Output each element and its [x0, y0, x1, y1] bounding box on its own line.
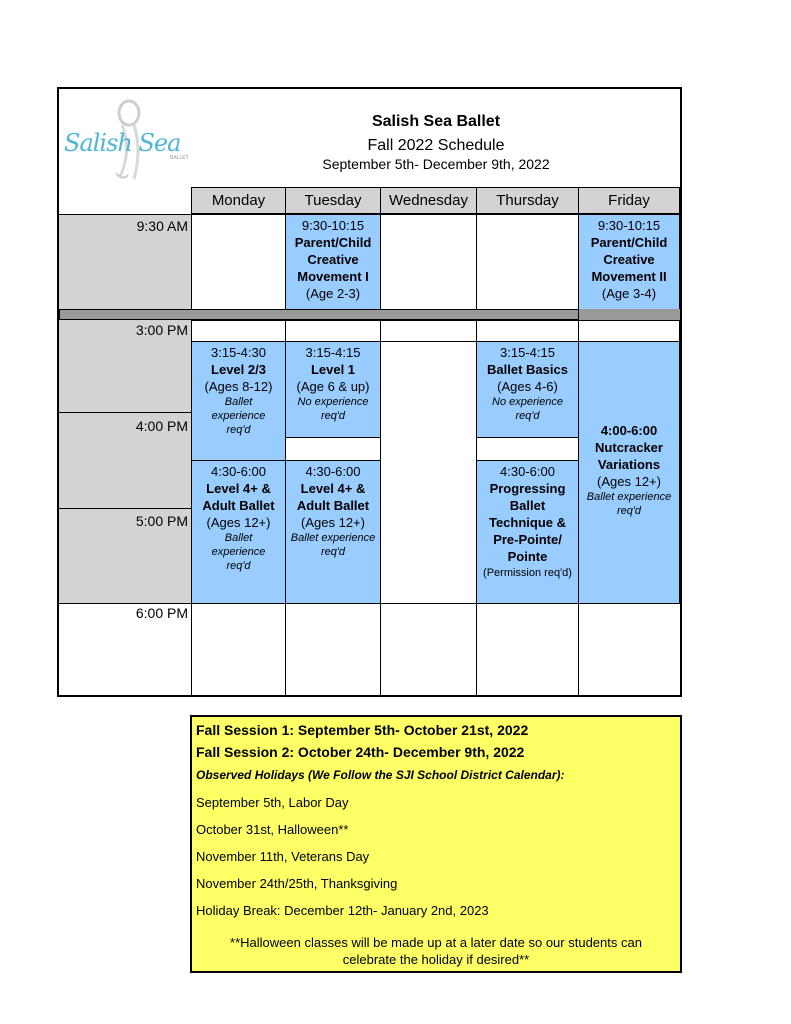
logo	[62, 95, 190, 183]
holiday-item: Holiday Break: December 12th- January 2nd, 2023	[196, 903, 489, 918]
empty-cell	[380, 341, 477, 604]
day-header-friday: Friday	[578, 187, 680, 214]
class-note: Ballet experience req'd	[211, 532, 266, 572]
day-header-monday: Monday	[191, 187, 286, 214]
session-1: Fall Session 1: September 5th- October 21st, 2022	[196, 722, 529, 738]
class-ages: (Ages 4-6)	[497, 379, 558, 394]
day-header-thursday: Thursday	[476, 187, 579, 214]
class-note: No experience req'd	[297, 396, 369, 422]
class-tuesday-level-1	[285, 341, 381, 438]
class-name: Parent/Child Creative Movement II	[590, 235, 668, 284]
empty-cell	[380, 214, 477, 310]
empty-cell	[476, 320, 579, 342]
class-name: Level 2/3	[211, 362, 266, 377]
empty-cell	[285, 320, 381, 342]
empty-cell	[380, 603, 477, 695]
empty-cell	[476, 603, 579, 695]
class-ages: (Age 3-4)	[601, 286, 657, 301]
holiday-item: October 31st, Halloween**	[196, 822, 349, 837]
session-2: Fall Session 2: October 24th- December 9th, 2022	[196, 744, 525, 760]
class-thursday-pbt-pointe	[476, 460, 579, 604]
class-note: Ballet experience req'd	[290, 532, 376, 558]
page-title: Salish Sea Ballet	[371, 113, 501, 130]
class-time: 3:15-4:15	[500, 345, 555, 360]
time-divider	[59, 508, 192, 509]
schedule-dates: September 5th- December 9th, 2022	[322, 156, 550, 172]
class-time: 4:30-6:00	[211, 464, 266, 479]
class-note: No experience req'd	[492, 396, 563, 422]
class-tuesday-parent-child-1	[285, 214, 381, 310]
halloween-footnote: **Halloween classes will be made up at a later date so our students can celebrate the holiday if desired**	[230, 935, 642, 967]
day-header-wednesday: Wednesday	[380, 187, 477, 214]
empty-cell	[191, 603, 286, 695]
empty-cell	[476, 437, 579, 461]
time-label-930am: 9:30 AM	[136, 218, 188, 234]
empty-cell	[285, 603, 381, 695]
day-header-tuesday: Tuesday	[285, 187, 381, 214]
time-label-5pm: 5:00 PM	[135, 513, 188, 529]
holiday-item: November 11th, Veterans Day	[196, 849, 370, 864]
class-name: Progressing Ballet Technique & Pre-Pointe/ Pointe	[488, 481, 567, 564]
time-column-afternoon	[59, 320, 192, 603]
class-name: Level 1	[310, 362, 356, 377]
holiday-item: November 24th/25th, Thanksgiving	[196, 876, 398, 891]
time-label-6pm: 6:00 PM	[135, 605, 188, 621]
class-name: Level 4+ & Adult Ballet	[202, 481, 275, 513]
class-time: 4:30-6:00	[305, 464, 361, 479]
class-time: 4:00-6:00	[600, 423, 658, 438]
class-ages: (Ages 12+)	[597, 474, 661, 489]
time-divider	[59, 412, 192, 413]
empty-cell	[285, 437, 381, 461]
class-name: Level 4+ & Adult Ballet	[296, 481, 370, 513]
class-ages: (Age 2-3)	[305, 286, 361, 301]
class-tuesday-level-4-adult	[285, 460, 381, 604]
holiday-item: September 5th, Labor Day	[196, 795, 349, 810]
class-name: Nutcracker Variations	[595, 440, 663, 472]
class-ages: (Age 6 & up)	[296, 379, 370, 394]
page-subtitle: Fall 2022 Schedule	[367, 137, 505, 154]
class-thursday-ballet-basics	[476, 341, 579, 438]
empty-cell	[578, 320, 680, 342]
class-name: Parent/Child Creative Movement I	[294, 235, 372, 284]
class-time: 9:30-10:15	[301, 218, 365, 233]
class-ages: (Ages 12+)	[301, 515, 365, 530]
class-name: Ballet Basics	[487, 362, 568, 377]
class-monday-level-2-3	[191, 341, 286, 461]
holidays-heading: Observed Holidays (We Follow the SJI School District Calendar):	[196, 768, 565, 782]
class-ages: (Ages 12+)	[206, 515, 271, 530]
class-time: 3:15-4:30	[211, 345, 266, 360]
class-note: Ballet experience req'd	[211, 396, 266, 436]
logo-text: Salish Sea	[64, 129, 181, 157]
empty-cell	[191, 214, 286, 310]
class-note: Ballet experience req'd	[586, 491, 672, 517]
class-friday-nutcracker	[578, 341, 680, 604]
time-label-4pm: 4:00 PM	[135, 418, 188, 434]
class-friday-parent-child-2	[578, 214, 680, 310]
class-time: 3:15-4:15	[305, 345, 361, 360]
time-label-3pm: 3:00 PM	[135, 322, 188, 338]
empty-cell	[380, 320, 477, 342]
separator-cell	[59, 309, 579, 320]
empty-cell	[191, 320, 286, 342]
empty-cell	[476, 214, 579, 310]
session-info-box	[190, 715, 682, 973]
empty-cell	[578, 603, 680, 695]
class-ages: (Ages 8-12)	[204, 379, 273, 394]
class-time: 4:30-6:00	[500, 464, 555, 479]
class-note: (Permission req'd)	[483, 567, 572, 579]
logo-subtext: BALLET	[170, 155, 189, 161]
class-monday-level-4-adult	[191, 460, 286, 604]
class-time: 9:30-10:15	[597, 218, 661, 233]
